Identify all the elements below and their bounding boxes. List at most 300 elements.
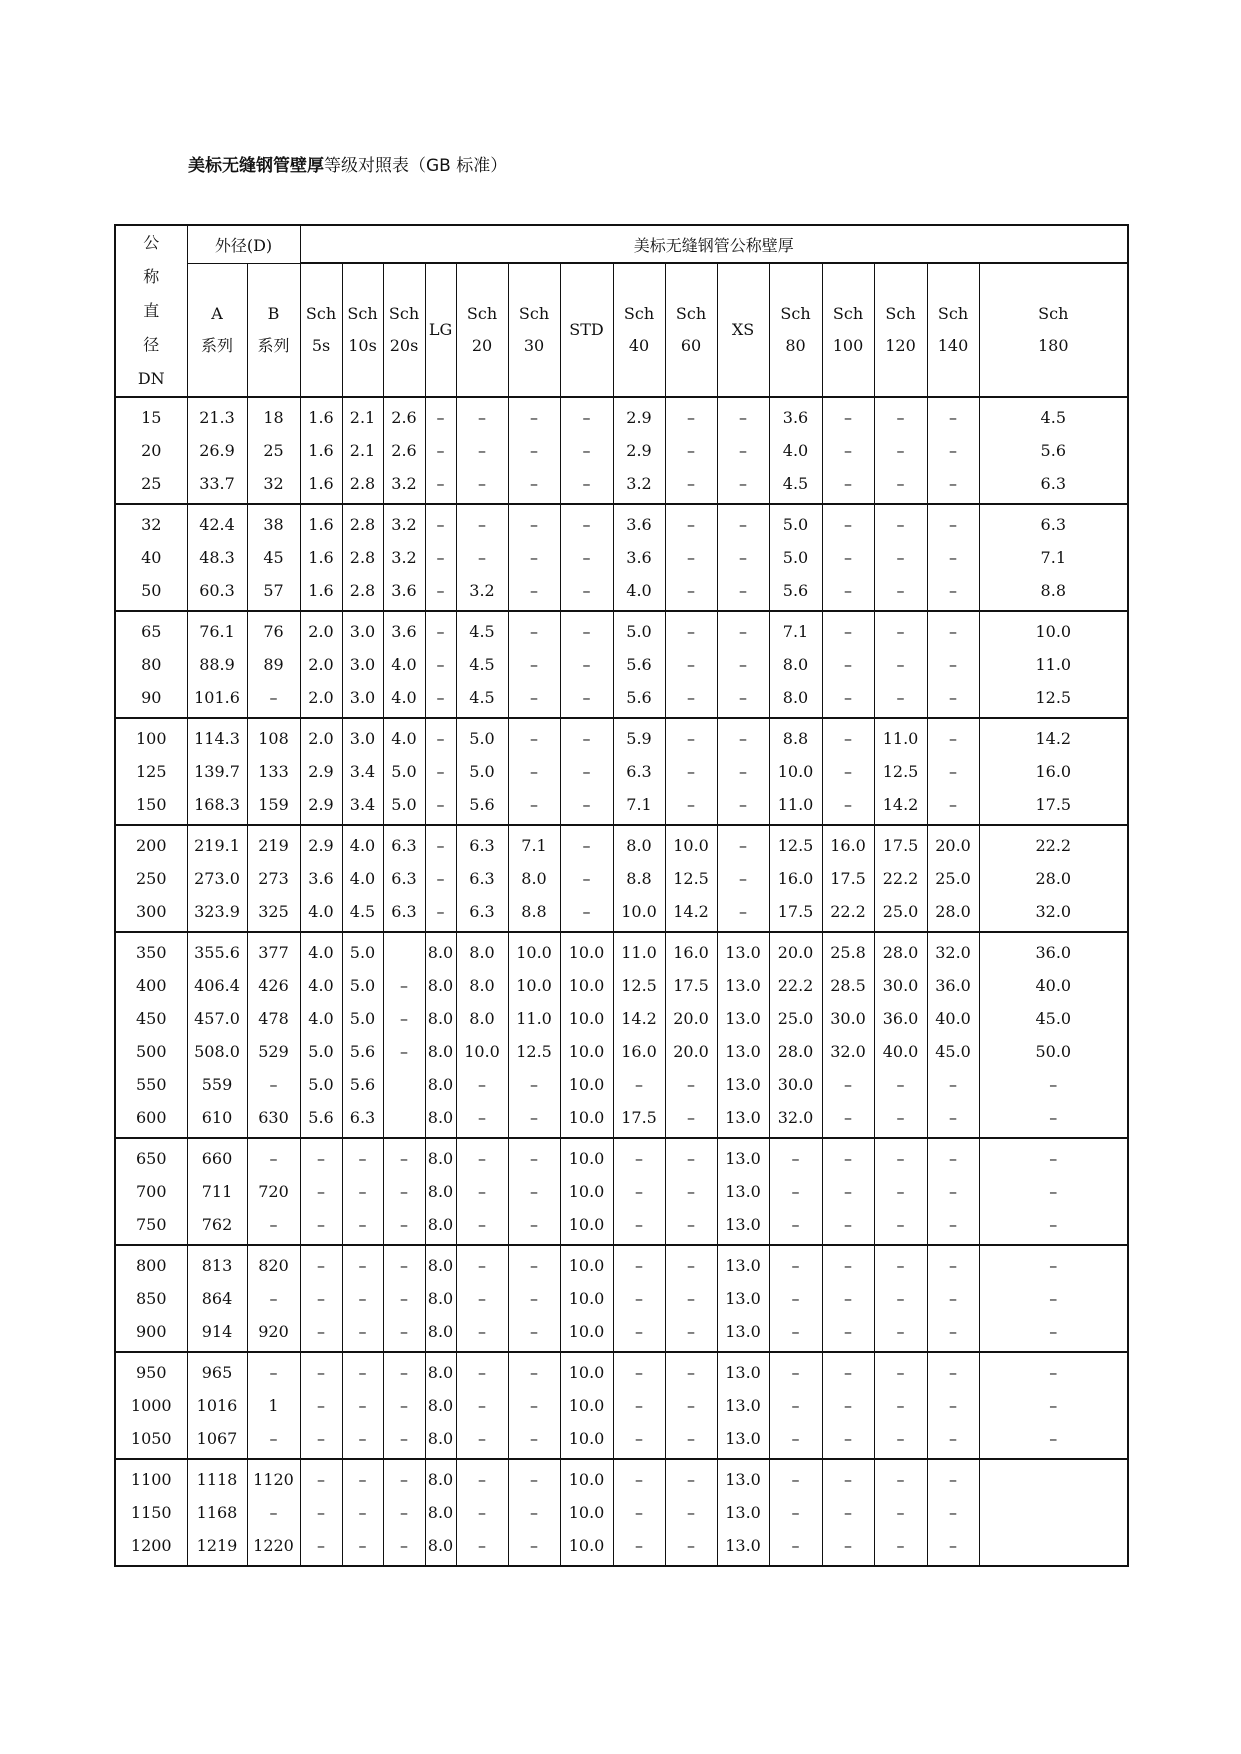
table-cell: – — [844, 548, 853, 567]
table-cell: 11.0 — [1035, 655, 1072, 674]
table-cell: 1.6 — [308, 441, 334, 460]
table-cell: 89 — [263, 655, 284, 674]
data-cells — [508, 825, 560, 932]
data-cells — [665, 504, 717, 611]
table-row-group — [115, 1459, 1128, 1566]
data-cells — [560, 1138, 613, 1245]
table-cell: – — [358, 1215, 367, 1234]
table-cell: 10.0 — [673, 836, 709, 855]
table-cell: 900 — [135, 1322, 167, 1341]
table-cell: 1150 — [130, 1503, 172, 1522]
table-cell: – — [949, 474, 958, 493]
dn-column-cells — [115, 932, 187, 1138]
table-cell: – — [844, 1289, 853, 1308]
table-cell: 13.0 — [725, 1042, 761, 1061]
table-cell: – — [896, 1256, 905, 1275]
table-cell: – — [687, 581, 696, 600]
table-cell: 2.9 — [308, 836, 334, 855]
table-cell: – — [1049, 1108, 1058, 1127]
table-cell: 36.0 — [1035, 943, 1072, 962]
table-cell: – — [478, 441, 487, 460]
header-std: STD — [560, 263, 613, 397]
table-cell: – — [478, 1149, 487, 1168]
table-cell: 1.6 — [308, 581, 334, 600]
data-cells — [979, 825, 1128, 932]
table-cell: – — [530, 1536, 539, 1555]
table-cell: – — [1049, 1149, 1058, 1168]
table-cell: 250 — [135, 869, 167, 888]
table-cell: 10.0 — [568, 1215, 605, 1234]
table-cell: 813 — [201, 1256, 233, 1275]
data-cells — [979, 504, 1128, 611]
table-cell: 17.5 — [882, 836, 919, 855]
table-cell: – — [949, 1256, 958, 1275]
data-cells — [300, 1245, 342, 1352]
table-cell: – — [739, 515, 748, 534]
table-cell: 20.0 — [673, 1009, 709, 1028]
table-cell: 32.0 — [1035, 902, 1072, 921]
table-cell: – — [530, 1289, 539, 1308]
data-cells — [187, 611, 247, 718]
table-cell: 5.0 — [349, 1009, 376, 1028]
table-cell: 12.5 — [882, 762, 919, 781]
table-cell: 6.3 — [1040, 515, 1066, 534]
table-cell: – — [635, 1256, 644, 1275]
table-cell: 14.2 — [673, 902, 709, 921]
data-cells — [822, 1352, 874, 1459]
table-cell: 8.0 — [427, 1182, 454, 1201]
table-cell: 8.0 — [427, 1470, 454, 1489]
table-cell: – — [687, 795, 696, 814]
data-cells — [874, 932, 927, 1138]
table-cell: 4.0 — [308, 976, 334, 995]
table-cell: – — [400, 1396, 409, 1415]
header-lg: LG — [425, 263, 456, 397]
table-cell: 1220 — [253, 1536, 294, 1555]
data-cells — [247, 1352, 300, 1459]
data-cells — [187, 1245, 247, 1352]
table-cell: 28.0 — [777, 1042, 814, 1061]
table-cell: – — [436, 441, 445, 460]
table-cell: – — [739, 869, 748, 888]
table-cell: – — [436, 729, 445, 748]
table-cell: 6.3 — [349, 1108, 376, 1127]
table-cell: – — [478, 1470, 487, 1489]
data-cells — [560, 1459, 613, 1566]
data-cells — [874, 1352, 927, 1459]
dn-column-cells — [115, 504, 187, 611]
table-cell: 2.0 — [308, 688, 334, 707]
table-cell: 12.5 — [621, 976, 657, 995]
table-cell: 559 — [201, 1075, 233, 1094]
header-sch120: Sch 120 — [874, 263, 927, 397]
table-cell: – — [896, 515, 905, 534]
table-cell: – — [687, 1363, 696, 1382]
data-cells — [822, 1459, 874, 1566]
table-cell: – — [949, 1396, 958, 1415]
table-cell: – — [358, 1322, 367, 1341]
table-cell: 3.6 — [308, 869, 334, 888]
table-cell: – — [530, 729, 539, 748]
table-cell: – — [317, 1503, 326, 1522]
table-cell: 12.5 — [1035, 688, 1072, 707]
table-cell: 13.0 — [725, 1009, 761, 1028]
data-cells — [979, 1245, 1128, 1352]
table-cell: – — [949, 1322, 958, 1341]
table-cell: 11.0 — [516, 1009, 552, 1028]
table-cell: – — [635, 1429, 644, 1448]
table-cell: – — [949, 1108, 958, 1127]
table-cell: – — [635, 1503, 644, 1522]
header-a-series: A 系列 — [187, 263, 247, 397]
data-cells — [927, 397, 979, 504]
table-cell: – — [949, 655, 958, 674]
table-cell: 4.5 — [469, 655, 495, 674]
data-cells — [560, 1245, 613, 1352]
table-cell: 2.8 — [349, 515, 376, 534]
table-cell: 17.5 — [830, 869, 866, 888]
table-cell: – — [844, 762, 853, 781]
table-cell: – — [844, 1363, 853, 1382]
table-cell: 10.0 — [568, 1289, 605, 1308]
table-cell: – — [317, 1215, 326, 1234]
data-cells — [187, 397, 247, 504]
data-cells — [769, 718, 822, 825]
data-cells — [247, 1245, 300, 1352]
table-cell: 660 — [201, 1149, 233, 1168]
header-sch40: Sch 40 — [613, 263, 665, 397]
table-cell: 4.5 — [349, 902, 376, 921]
table-row-group — [115, 611, 1128, 718]
table-cell: 88.9 — [199, 655, 235, 674]
table-cell: 3.2 — [391, 548, 417, 567]
table-cell: 5.6 — [626, 688, 652, 707]
table-cell: 13.0 — [725, 1215, 761, 1234]
table-cell: 5.0 — [308, 1075, 334, 1094]
table-cell: 10.0 — [568, 1536, 605, 1555]
data-cells — [979, 1352, 1128, 1459]
table-cell: 38 — [263, 515, 284, 534]
table-cell: – — [317, 1429, 326, 1448]
table-cell: 25 — [141, 474, 162, 493]
table-cell: 3.6 — [626, 515, 652, 534]
data-cells — [717, 932, 769, 1138]
table-cell: – — [739, 581, 748, 600]
dn-column-cells — [115, 825, 187, 932]
table-cell: 5.0 — [469, 729, 495, 748]
table-cell: – — [896, 441, 905, 460]
table-cell: 65 — [141, 622, 162, 641]
table-cell: 8.0 — [521, 869, 547, 888]
table-cell: – — [400, 1215, 409, 1234]
data-cells — [613, 1138, 665, 1245]
table-cell: – — [436, 515, 445, 534]
data-cells — [717, 611, 769, 718]
table-cell: 2.0 — [308, 622, 334, 641]
data-cells — [560, 825, 613, 932]
header-sch100: Sch 100 — [822, 263, 874, 397]
header-b-series: B 系列 — [247, 263, 300, 397]
table-cell: 15 — [141, 408, 162, 427]
table-cell: 7.1 — [782, 622, 809, 641]
table-cell: 720 — [258, 1182, 289, 1201]
table-cell: 1.6 — [308, 474, 334, 493]
table-cell: – — [1049, 1396, 1058, 1415]
table-cell: 478 — [258, 1009, 289, 1028]
data-cells — [342, 1352, 383, 1459]
table-cell: – — [896, 1429, 905, 1448]
table-cell: – — [478, 1182, 487, 1201]
table-cell: 1118 — [196, 1470, 238, 1489]
data-cells — [425, 611, 456, 718]
table-cell: 8.8 — [1040, 581, 1066, 600]
table-cell: – — [949, 1429, 958, 1448]
table-cell: 42.4 — [199, 515, 235, 534]
table-cell: 3.0 — [349, 729, 376, 748]
data-cells — [247, 825, 300, 932]
table-cell: 1219 — [196, 1536, 238, 1555]
table-cell: – — [791, 1396, 800, 1415]
table-cell: 4.0 — [391, 655, 417, 674]
table-cell: – — [436, 762, 445, 781]
table-cell: – — [739, 836, 748, 855]
table-cell: 13.0 — [725, 976, 761, 995]
table-cell — [980, 1529, 1128, 1562]
table-cell: – — [269, 688, 278, 707]
data-cells — [822, 718, 874, 825]
table-cell: 3.2 — [391, 474, 417, 493]
table-cell: 30.0 — [777, 1075, 814, 1094]
table-cell: – — [844, 1503, 853, 1522]
table-cell: – — [844, 1149, 853, 1168]
data-cells — [874, 1459, 927, 1566]
table-cell: 2.0 — [308, 729, 334, 748]
table-cell: – — [269, 1289, 278, 1308]
table-cell: – — [844, 1182, 853, 1201]
data-cells — [456, 1245, 508, 1352]
table-cell: – — [844, 1470, 853, 1489]
table-cell: 159 — [258, 795, 289, 814]
table-cell: – — [530, 515, 539, 534]
data-cells — [300, 504, 342, 611]
table-cell: – — [582, 515, 591, 534]
table-cell: – — [582, 655, 591, 674]
table-cell: – — [530, 1470, 539, 1489]
table-cell: 8.0 — [427, 1108, 454, 1127]
table-cell: 13.0 — [725, 1289, 761, 1308]
table-cell: – — [400, 1256, 409, 1275]
data-cells — [560, 1352, 613, 1459]
table-cell: – — [635, 1182, 644, 1201]
table-cell: 12.5 — [777, 836, 814, 855]
table-cell: – — [687, 729, 696, 748]
data-cells — [927, 504, 979, 611]
table-cell: 16.0 — [673, 943, 709, 962]
table-cell: 5.6 — [626, 655, 652, 674]
table-row-group — [115, 1245, 1128, 1352]
table-cell: – — [739, 795, 748, 814]
table-cell: 426 — [258, 976, 289, 995]
table-row-group — [115, 397, 1128, 504]
table-cell: – — [400, 1009, 409, 1028]
table-cell: 108 — [258, 729, 289, 748]
table-cell — [384, 1101, 425, 1134]
table-cell: 17.5 — [673, 976, 709, 995]
table-cell: – — [400, 1042, 409, 1061]
table-cell: 10.0 — [568, 1009, 605, 1028]
table-cell: – — [896, 408, 905, 427]
header-sch180: Sch 180 — [979, 263, 1128, 397]
table-cell: 4.5 — [469, 688, 495, 707]
data-cells — [187, 504, 247, 611]
data-cells — [769, 397, 822, 504]
table-cell: 11.0 — [882, 729, 919, 748]
data-cells — [979, 397, 1128, 504]
table-cell: – — [635, 1536, 644, 1555]
table-cell: 3.6 — [782, 408, 809, 427]
table-cell: 28.5 — [830, 976, 866, 995]
table-cell: – — [739, 762, 748, 781]
table-cell: 13.0 — [725, 1322, 761, 1341]
data-cells — [300, 718, 342, 825]
table-cell: 40.0 — [935, 1009, 971, 1028]
table-cell: – — [400, 1149, 409, 1168]
table-cell: – — [530, 1182, 539, 1201]
table-cell: 8.0 — [427, 1075, 454, 1094]
data-cells — [927, 718, 979, 825]
table-cell: 10.0 — [568, 1182, 605, 1201]
data-cells — [717, 718, 769, 825]
table-row-group — [115, 718, 1128, 825]
table-cell: – — [317, 1256, 326, 1275]
table-cell: 30.0 — [830, 1009, 866, 1028]
table-cell: – — [582, 795, 591, 814]
table-cell: 1.6 — [308, 515, 334, 534]
data-cells — [342, 718, 383, 825]
table-cell: – — [269, 1149, 278, 1168]
data-cells — [874, 718, 927, 825]
data-cells — [874, 1138, 927, 1245]
table-cell: – — [635, 1396, 644, 1415]
data-cells — [187, 718, 247, 825]
data-cells — [769, 1245, 822, 1352]
data-cells — [822, 611, 874, 718]
table-cell: 8.8 — [782, 729, 809, 748]
table-cell: – — [844, 1396, 853, 1415]
table-cell: 2.6 — [391, 441, 417, 460]
table-cell: – — [687, 1182, 696, 1201]
table-cell: – — [1049, 1363, 1058, 1382]
data-cells — [508, 1352, 560, 1459]
table-cell: 5.0 — [782, 548, 809, 567]
table-cell: – — [687, 474, 696, 493]
table-cell: 10.0 — [568, 1363, 605, 1382]
table-cell: 25.8 — [830, 943, 866, 962]
table-cell: – — [436, 902, 445, 921]
table-cell: 700 — [135, 1182, 167, 1201]
table-cell: – — [949, 1289, 958, 1308]
table-cell: 325 — [258, 902, 289, 921]
table-cell: – — [400, 1503, 409, 1522]
header-sch20s: Sch 20s — [383, 263, 425, 397]
table-cell: – — [896, 1363, 905, 1382]
table-cell: 57 — [263, 581, 284, 600]
data-cells — [613, 397, 665, 504]
table-cell: 5.0 — [782, 515, 809, 534]
table-cell: 5.0 — [391, 762, 417, 781]
table-cell: – — [896, 1503, 905, 1522]
table-cell: 22.2 — [882, 869, 919, 888]
table-cell: 914 — [201, 1322, 233, 1341]
table-cell: – — [949, 762, 958, 781]
table-cell: 4.0 — [626, 581, 652, 600]
header-sch80: Sch 80 — [769, 263, 822, 397]
table-cell: 10.0 — [621, 902, 657, 921]
table-cell: 8.0 — [469, 976, 495, 995]
table-cell: – — [949, 622, 958, 641]
table-cell: – — [896, 1215, 905, 1234]
table-cell: 10.0 — [568, 1149, 605, 1168]
data-cells — [665, 932, 717, 1138]
table-cell: – — [530, 655, 539, 674]
table-cell: 45.0 — [1035, 1009, 1072, 1028]
wall-thickness-table — [114, 224, 1129, 1567]
table-cell: 114.3 — [194, 729, 240, 748]
table-cell: 2.0 — [308, 655, 334, 674]
data-cells — [717, 504, 769, 611]
table-cell — [384, 1068, 425, 1101]
table-cell: 200 — [135, 836, 167, 855]
table-cell: – — [582, 622, 591, 641]
data-cells — [979, 1138, 1128, 1245]
table-cell: – — [949, 795, 958, 814]
table-cell: 8.8 — [521, 902, 547, 921]
table-row-group — [115, 504, 1128, 611]
table-cell: – — [317, 1536, 326, 1555]
table-cell: 13.0 — [725, 1396, 761, 1415]
data-cells — [247, 1459, 300, 1566]
table-cell: 20 — [141, 441, 162, 460]
data-cells — [187, 825, 247, 932]
table-cell: – — [478, 1363, 487, 1382]
table-cell — [980, 1463, 1128, 1496]
table-cell: – — [436, 622, 445, 641]
data-cells — [300, 932, 342, 1138]
data-cells — [342, 1459, 383, 1566]
table-cell: – — [844, 515, 853, 534]
table-cell: 13.0 — [725, 1363, 761, 1382]
table-cell: – — [896, 1470, 905, 1489]
table-cell: 16.0 — [1035, 762, 1072, 781]
data-cells — [456, 1459, 508, 1566]
table-cell: 711 — [201, 1182, 233, 1201]
table-cell: 8.0 — [427, 1396, 454, 1415]
data-cells — [187, 1352, 247, 1459]
table-cell: 2.6 — [391, 408, 417, 427]
table-cell: – — [530, 1215, 539, 1234]
table-cell: – — [844, 441, 853, 460]
title-bold-part: 美标无缝钢管壁厚 — [188, 156, 324, 176]
table-cell — [384, 936, 425, 969]
table-cell: – — [687, 655, 696, 674]
data-cells — [979, 718, 1128, 825]
table-cell: – — [844, 1108, 853, 1127]
table-cell: – — [844, 795, 853, 814]
table-cell: 4.0 — [308, 902, 334, 921]
table-cell: 101.6 — [194, 688, 240, 707]
table-cell: – — [896, 1075, 905, 1094]
table-cell: 5.0 — [626, 622, 652, 641]
